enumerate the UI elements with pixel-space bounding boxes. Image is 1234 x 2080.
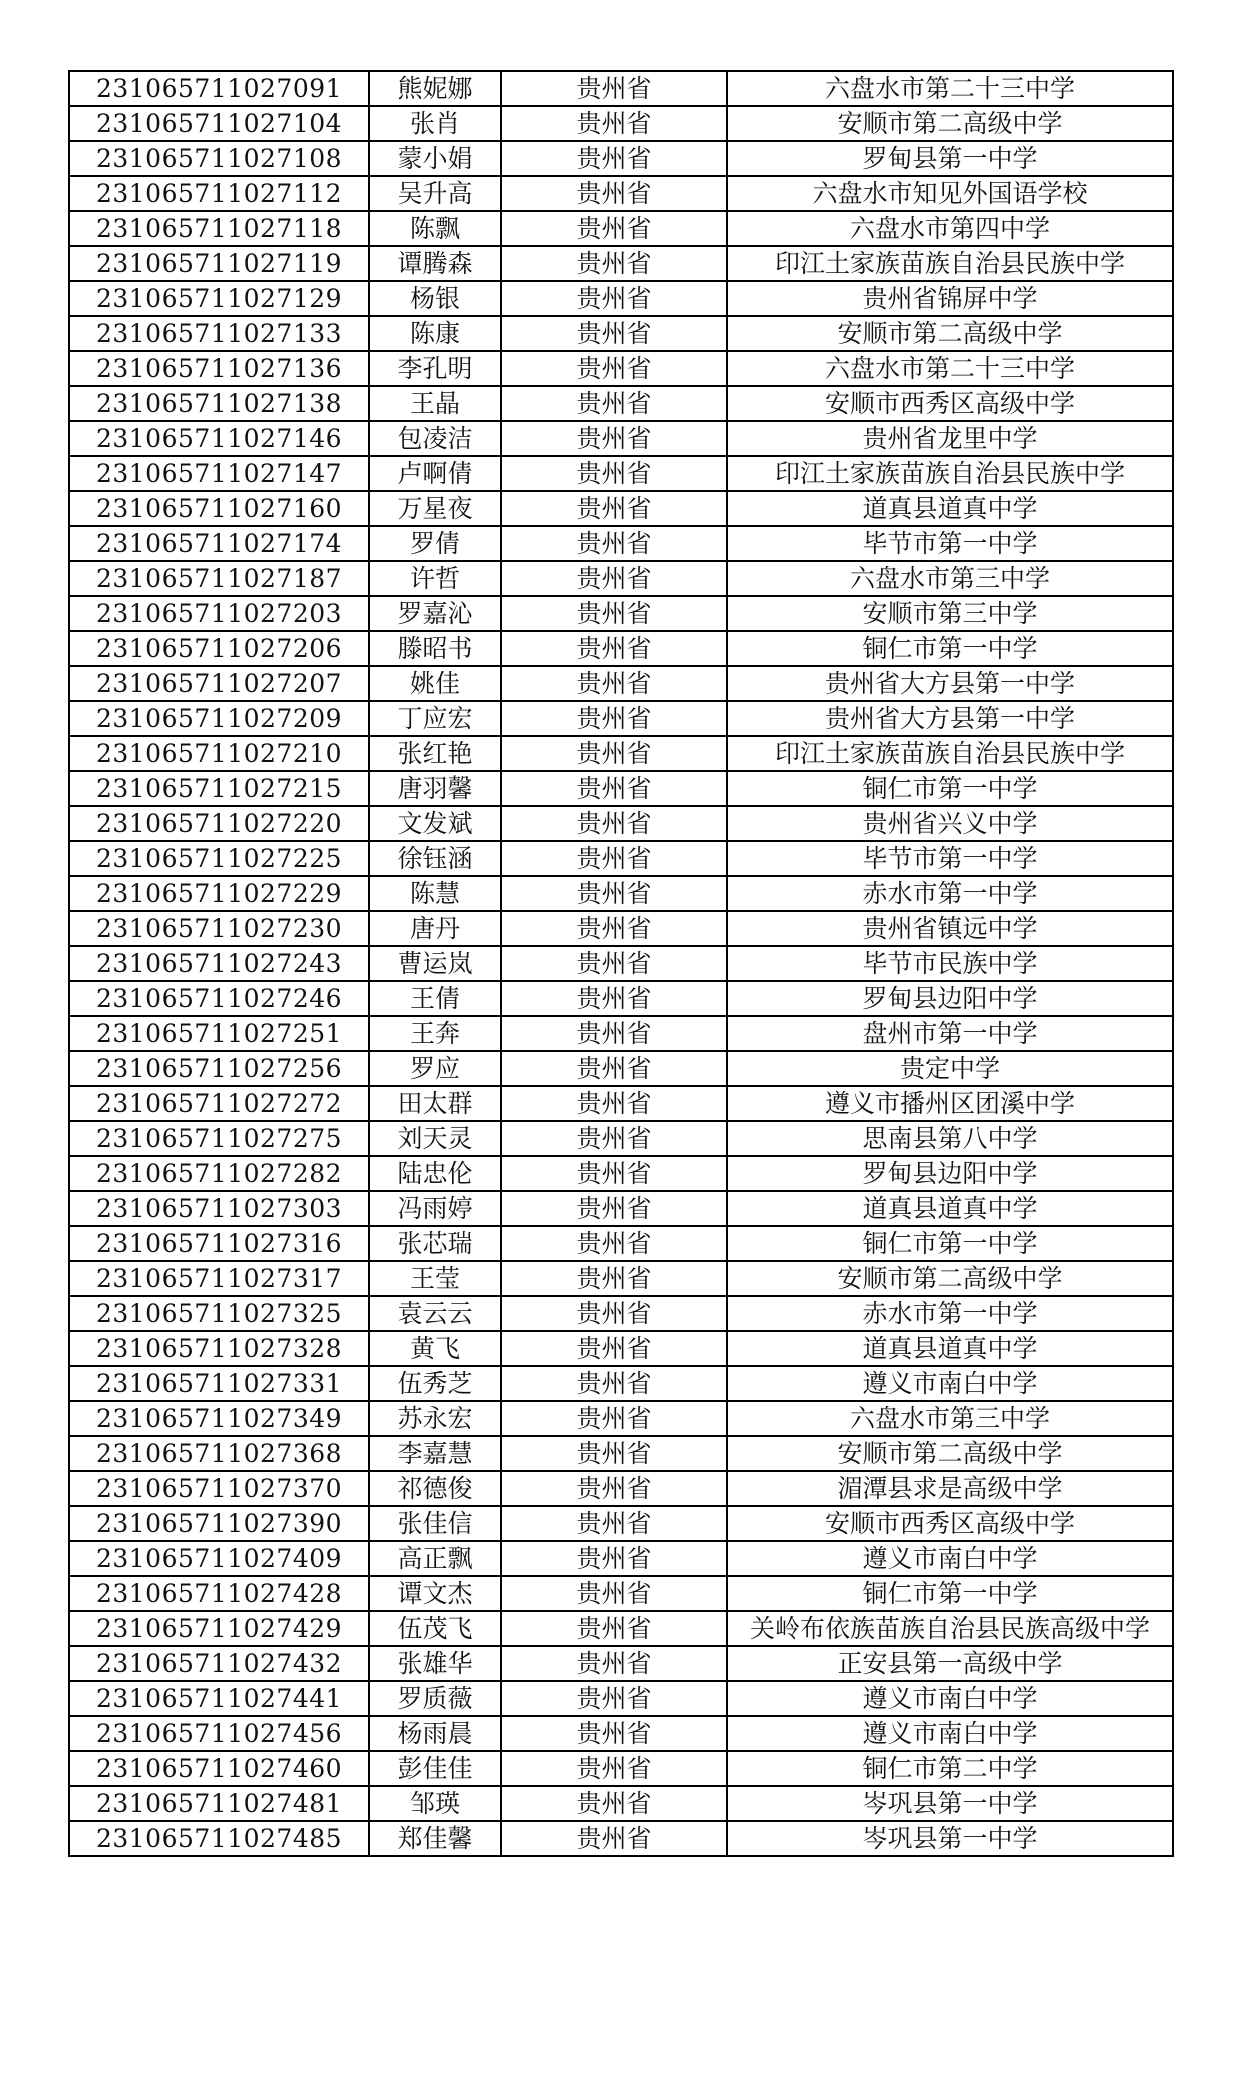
student-name-cell: 王倩 [369, 981, 501, 1016]
school-cell: 印江土家族苗族自治县民族中学 [727, 246, 1173, 281]
candidate-id-cell: 231065711027112 [69, 176, 369, 211]
candidate-id-cell: 231065711027331 [69, 1366, 369, 1401]
table-row [69, 106, 1173, 141]
student-name-cell: 杨银 [369, 281, 501, 316]
province-cell: 贵州省 [501, 561, 727, 596]
school-cell: 遵义市南白中学 [727, 1366, 1173, 1401]
student-name-cell: 丁应宏 [369, 701, 501, 736]
school-cell: 罗甸县边阳中学 [727, 1156, 1173, 1191]
school-cell: 遵义市南白中学 [727, 1541, 1173, 1576]
province-cell: 贵州省 [501, 246, 727, 281]
student-name-cell: 姚佳 [369, 666, 501, 701]
candidate-id-cell: 231065711027129 [69, 281, 369, 316]
school-cell: 正安县第一高级中学 [727, 1646, 1173, 1681]
province-cell: 贵州省 [501, 736, 727, 771]
student-name-cell: 唐丹 [369, 911, 501, 946]
school-cell: 毕节市第一中学 [727, 841, 1173, 876]
province-cell: 贵州省 [501, 1401, 727, 1436]
school-cell: 六盘水市知见外国语学校 [727, 176, 1173, 211]
province-cell: 贵州省 [501, 141, 727, 176]
candidate-id-cell: 231065711027206 [69, 631, 369, 666]
province-cell: 贵州省 [501, 981, 727, 1016]
table-row [69, 1681, 1173, 1716]
candidate-id-cell: 231065711027138 [69, 386, 369, 421]
table-row [69, 1121, 1173, 1156]
candidate-id-cell: 231065711027210 [69, 736, 369, 771]
province-cell: 贵州省 [501, 1296, 727, 1331]
province-cell: 贵州省 [501, 351, 727, 386]
table-row [69, 1646, 1173, 1681]
table-row [69, 631, 1173, 666]
province-cell: 贵州省 [501, 491, 727, 526]
school-cell: 遵义市播州区团溪中学 [727, 1086, 1173, 1121]
school-cell: 印江土家族苗族自治县民族中学 [727, 456, 1173, 491]
province-cell: 贵州省 [501, 1786, 727, 1821]
candidate-id-cell: 231065711027146 [69, 421, 369, 456]
candidate-id-cell: 231065711027272 [69, 1086, 369, 1121]
table-row [69, 1471, 1173, 1506]
candidate-id-cell: 231065711027456 [69, 1716, 369, 1751]
school-cell: 铜仁市第一中学 [727, 631, 1173, 666]
table-row [69, 841, 1173, 876]
school-cell: 安顺市西秀区高级中学 [727, 386, 1173, 421]
school-cell: 遵义市南白中学 [727, 1681, 1173, 1716]
table-row [69, 1716, 1173, 1751]
school-cell: 赤水市第一中学 [727, 876, 1173, 911]
table-row [69, 1401, 1173, 1436]
student-name-cell: 谭腾森 [369, 246, 501, 281]
school-cell: 安顺市第二高级中学 [727, 106, 1173, 141]
school-cell: 贵州省兴义中学 [727, 806, 1173, 841]
province-cell: 贵州省 [501, 316, 727, 351]
school-cell: 盘州市第一中学 [727, 1016, 1173, 1051]
candidate-id-cell: 231065711027108 [69, 141, 369, 176]
province-cell: 贵州省 [501, 1366, 727, 1401]
school-cell: 安顺市西秀区高级中学 [727, 1506, 1173, 1541]
candidate-id-cell: 231065711027317 [69, 1261, 369, 1296]
school-cell: 遵义市南白中学 [727, 1716, 1173, 1751]
candidate-id-cell: 231065711027460 [69, 1751, 369, 1786]
province-cell: 贵州省 [501, 1646, 727, 1681]
province-cell: 贵州省 [501, 1751, 727, 1786]
candidate-id-cell: 231065711027246 [69, 981, 369, 1016]
province-cell: 贵州省 [501, 1576, 727, 1611]
school-cell: 贵州省龙里中学 [727, 421, 1173, 456]
student-name-cell: 黄飞 [369, 1331, 501, 1366]
school-cell: 罗甸县第一中学 [727, 141, 1173, 176]
table-row [69, 351, 1173, 386]
table-row [69, 1296, 1173, 1331]
province-cell: 贵州省 [501, 421, 727, 456]
school-cell: 赤水市第一中学 [727, 1296, 1173, 1331]
table-row [69, 421, 1173, 456]
table-row [69, 876, 1173, 911]
province-cell: 贵州省 [501, 1541, 727, 1576]
table-row [69, 281, 1173, 316]
province-cell: 贵州省 [501, 1086, 727, 1121]
school-cell: 贵定中学 [727, 1051, 1173, 1086]
school-cell: 安顺市第三中学 [727, 596, 1173, 631]
student-name-cell: 王奔 [369, 1016, 501, 1051]
student-name-cell: 祁德俊 [369, 1471, 501, 1506]
table-row [69, 1821, 1173, 1856]
student-name-cell: 张芯瑞 [369, 1226, 501, 1261]
school-cell: 安顺市第二高级中学 [727, 1436, 1173, 1471]
table-row [69, 141, 1173, 176]
student-name-cell: 张雄华 [369, 1646, 501, 1681]
candidate-id-cell: 231065711027147 [69, 456, 369, 491]
table-row [69, 1366, 1173, 1401]
table-row [69, 666, 1173, 701]
student-name-cell: 田太群 [369, 1086, 501, 1121]
table-row [69, 1086, 1173, 1121]
candidate-id-cell: 231065711027174 [69, 526, 369, 561]
student-name-cell: 蒙小娟 [369, 141, 501, 176]
province-cell: 贵州省 [501, 1506, 727, 1541]
school-cell: 六盘水市第二十三中学 [727, 351, 1173, 386]
province-cell: 贵州省 [501, 281, 727, 316]
table-row [69, 456, 1173, 491]
candidate-id-cell: 231065711027243 [69, 946, 369, 981]
province-cell: 贵州省 [501, 631, 727, 666]
student-name-cell: 彭佳佳 [369, 1751, 501, 1786]
student-name-cell: 伍秀芝 [369, 1366, 501, 1401]
student-name-cell: 冯雨婷 [369, 1191, 501, 1226]
student-name-cell: 张红艳 [369, 736, 501, 771]
school-cell: 六盘水市第二十三中学 [727, 71, 1173, 106]
student-name-cell: 张肖 [369, 106, 501, 141]
province-cell: 贵州省 [501, 1471, 727, 1506]
province-cell: 贵州省 [501, 701, 727, 736]
candidate-id-cell: 231065711027215 [69, 771, 369, 806]
school-cell: 岑巩县第一中学 [727, 1786, 1173, 1821]
candidate-id-cell: 231065711027328 [69, 1331, 369, 1366]
table-row [69, 1786, 1173, 1821]
school-cell: 毕节市民族中学 [727, 946, 1173, 981]
student-name-cell: 邹瑛 [369, 1786, 501, 1821]
candidate-id-cell: 231065711027349 [69, 1401, 369, 1436]
province-cell: 贵州省 [501, 1121, 727, 1156]
table-row [69, 1331, 1173, 1366]
table-row [69, 316, 1173, 351]
student-name-cell: 杨雨晨 [369, 1716, 501, 1751]
student-name-cell: 刘天灵 [369, 1121, 501, 1156]
student-name-cell: 罗嘉沁 [369, 596, 501, 631]
student-name-cell: 万星夜 [369, 491, 501, 526]
school-cell: 贵州省镇远中学 [727, 911, 1173, 946]
school-cell: 贵州省锦屏中学 [727, 281, 1173, 316]
candidate-id-cell: 231065711027104 [69, 106, 369, 141]
candidate-id-cell: 231065711027118 [69, 211, 369, 246]
table-row [69, 1261, 1173, 1296]
student-name-cell: 陈慧 [369, 876, 501, 911]
student-name-cell: 张佳信 [369, 1506, 501, 1541]
table-row [69, 1191, 1173, 1226]
candidate-id-cell: 231065711027225 [69, 841, 369, 876]
student-name-cell: 苏永宏 [369, 1401, 501, 1436]
candidate-id-cell: 231065711027429 [69, 1611, 369, 1646]
school-cell: 铜仁市第二中学 [727, 1751, 1173, 1786]
school-cell: 关岭布依族苗族自治县民族高级中学 [727, 1611, 1173, 1646]
province-cell: 贵州省 [501, 456, 727, 491]
school-cell: 道真县道真中学 [727, 1191, 1173, 1226]
province-cell: 贵州省 [501, 1681, 727, 1716]
province-cell: 贵州省 [501, 211, 727, 246]
student-name-cell: 滕昭书 [369, 631, 501, 666]
province-cell: 贵州省 [501, 806, 727, 841]
table-row [69, 596, 1173, 631]
student-name-cell: 郑佳馨 [369, 1821, 501, 1856]
student-name-cell: 文发斌 [369, 806, 501, 841]
candidate-id-cell: 231065711027251 [69, 1016, 369, 1051]
table-row [69, 806, 1173, 841]
school-cell: 毕节市第一中学 [727, 526, 1173, 561]
student-name-cell: 谭文杰 [369, 1576, 501, 1611]
province-cell: 贵州省 [501, 1226, 727, 1261]
student-name-cell: 罗应 [369, 1051, 501, 1086]
province-cell: 贵州省 [501, 176, 727, 211]
school-cell: 印江土家族苗族自治县民族中学 [727, 736, 1173, 771]
candidate-id-cell: 231065711027485 [69, 1821, 369, 1856]
province-cell: 贵州省 [501, 71, 727, 106]
student-name-cell: 高正飘 [369, 1541, 501, 1576]
candidate-id-cell: 231065711027229 [69, 876, 369, 911]
province-cell: 贵州省 [501, 911, 727, 946]
candidate-id-cell: 231065711027432 [69, 1646, 369, 1681]
province-cell: 贵州省 [501, 946, 727, 981]
school-cell: 道真县道真中学 [727, 1331, 1173, 1366]
table-row [69, 1611, 1173, 1646]
province-cell: 贵州省 [501, 876, 727, 911]
school-cell: 罗甸县边阳中学 [727, 981, 1173, 1016]
province-cell: 贵州省 [501, 526, 727, 561]
table-row [69, 1051, 1173, 1086]
student-name-cell: 陈康 [369, 316, 501, 351]
candidate-id-cell: 231065711027409 [69, 1541, 369, 1576]
student-name-cell: 吴升高 [369, 176, 501, 211]
table-row [69, 211, 1173, 246]
table-row [69, 526, 1173, 561]
student-name-cell: 罗倩 [369, 526, 501, 561]
table-body [69, 71, 1173, 1856]
school-cell: 贵州省大方县第一中学 [727, 701, 1173, 736]
province-cell: 贵州省 [501, 1331, 727, 1366]
table-row [69, 1436, 1173, 1471]
province-cell: 贵州省 [501, 386, 727, 421]
province-cell: 贵州省 [501, 1191, 727, 1226]
candidate-id-cell: 231065711027160 [69, 491, 369, 526]
school-cell: 六盘水市第三中学 [727, 1401, 1173, 1436]
school-cell: 道真县道真中学 [727, 491, 1173, 526]
admission-list-table [68, 70, 1174, 1857]
province-cell: 贵州省 [501, 666, 727, 701]
candidate-id-cell: 231065711027275 [69, 1121, 369, 1156]
province-cell: 贵州省 [501, 1156, 727, 1191]
province-cell: 贵州省 [501, 1611, 727, 1646]
table-row [69, 1156, 1173, 1191]
student-name-cell: 熊妮娜 [369, 71, 501, 106]
province-cell: 贵州省 [501, 1051, 727, 1086]
candidate-id-cell: 231065711027119 [69, 246, 369, 281]
candidate-id-cell: 231065711027230 [69, 911, 369, 946]
student-name-cell: 陈飘 [369, 211, 501, 246]
candidate-id-cell: 231065711027256 [69, 1051, 369, 1086]
candidate-id-cell: 231065711027133 [69, 316, 369, 351]
table-row [69, 981, 1173, 1016]
student-name-cell: 李孔明 [369, 351, 501, 386]
table-row [69, 176, 1173, 211]
candidate-id-cell: 231065711027481 [69, 1786, 369, 1821]
school-cell: 安顺市第二高级中学 [727, 316, 1173, 351]
school-cell: 六盘水市第四中学 [727, 211, 1173, 246]
student-name-cell: 王莹 [369, 1261, 501, 1296]
table-row [69, 246, 1173, 281]
table-row [69, 1226, 1173, 1261]
table-row [69, 1751, 1173, 1786]
table-row [69, 946, 1173, 981]
province-cell: 贵州省 [501, 1016, 727, 1051]
student-name-cell: 伍茂飞 [369, 1611, 501, 1646]
student-name-cell: 许哲 [369, 561, 501, 596]
candidate-id-cell: 231065711027209 [69, 701, 369, 736]
candidate-id-cell: 231065711027207 [69, 666, 369, 701]
student-name-cell: 唐羽馨 [369, 771, 501, 806]
table-row [69, 1016, 1173, 1051]
school-cell: 贵州省大方县第一中学 [727, 666, 1173, 701]
student-name-cell: 曹运岚 [369, 946, 501, 981]
school-cell: 湄潭县求是高级中学 [727, 1471, 1173, 1506]
candidate-id-cell: 231065711027368 [69, 1436, 369, 1471]
candidate-id-cell: 231065711027428 [69, 1576, 369, 1611]
candidate-id-cell: 231065711027390 [69, 1506, 369, 1541]
student-name-cell: 罗质薇 [369, 1681, 501, 1716]
student-name-cell: 李嘉慧 [369, 1436, 501, 1471]
school-cell: 铜仁市第一中学 [727, 771, 1173, 806]
candidate-id-cell: 231065711027316 [69, 1226, 369, 1261]
table-row [69, 561, 1173, 596]
candidate-id-cell: 231065711027091 [69, 71, 369, 106]
province-cell: 贵州省 [501, 1261, 727, 1296]
student-name-cell: 王晶 [369, 386, 501, 421]
student-name-cell: 徐钰涵 [369, 841, 501, 876]
table-row [69, 71, 1173, 106]
student-name-cell: 陆忠伦 [369, 1156, 501, 1191]
table-row [69, 1541, 1173, 1576]
province-cell: 贵州省 [501, 1821, 727, 1856]
school-cell: 铜仁市第一中学 [727, 1576, 1173, 1611]
school-cell: 思南县第八中学 [727, 1121, 1173, 1156]
province-cell: 贵州省 [501, 771, 727, 806]
table-row [69, 386, 1173, 421]
school-cell: 岑巩县第一中学 [727, 1821, 1173, 1856]
school-cell: 六盘水市第三中学 [727, 561, 1173, 596]
candidate-id-cell: 231065711027282 [69, 1156, 369, 1191]
candidate-id-cell: 231065711027441 [69, 1681, 369, 1716]
province-cell: 贵州省 [501, 841, 727, 876]
candidate-id-cell: 231065711027370 [69, 1471, 369, 1506]
province-cell: 贵州省 [501, 596, 727, 631]
candidate-id-cell: 231065711027325 [69, 1296, 369, 1331]
school-cell: 铜仁市第一中学 [727, 1226, 1173, 1261]
candidate-id-cell: 231065711027136 [69, 351, 369, 386]
table-row [69, 736, 1173, 771]
table-row [69, 911, 1173, 946]
table-row [69, 1576, 1173, 1611]
candidate-id-cell: 231065711027220 [69, 806, 369, 841]
province-cell: 贵州省 [501, 1716, 727, 1751]
candidate-id-cell: 231065711027187 [69, 561, 369, 596]
table-row [69, 771, 1173, 806]
province-cell: 贵州省 [501, 1436, 727, 1471]
table-row [69, 701, 1173, 736]
school-cell: 安顺市第二高级中学 [727, 1261, 1173, 1296]
candidate-id-cell: 231065711027303 [69, 1191, 369, 1226]
table-row [69, 491, 1173, 526]
candidate-id-cell: 231065711027203 [69, 596, 369, 631]
province-cell: 贵州省 [501, 106, 727, 141]
student-name-cell: 袁云云 [369, 1296, 501, 1331]
student-name-cell: 包凌洁 [369, 421, 501, 456]
table-row [69, 1506, 1173, 1541]
student-name-cell: 卢啊倩 [369, 456, 501, 491]
